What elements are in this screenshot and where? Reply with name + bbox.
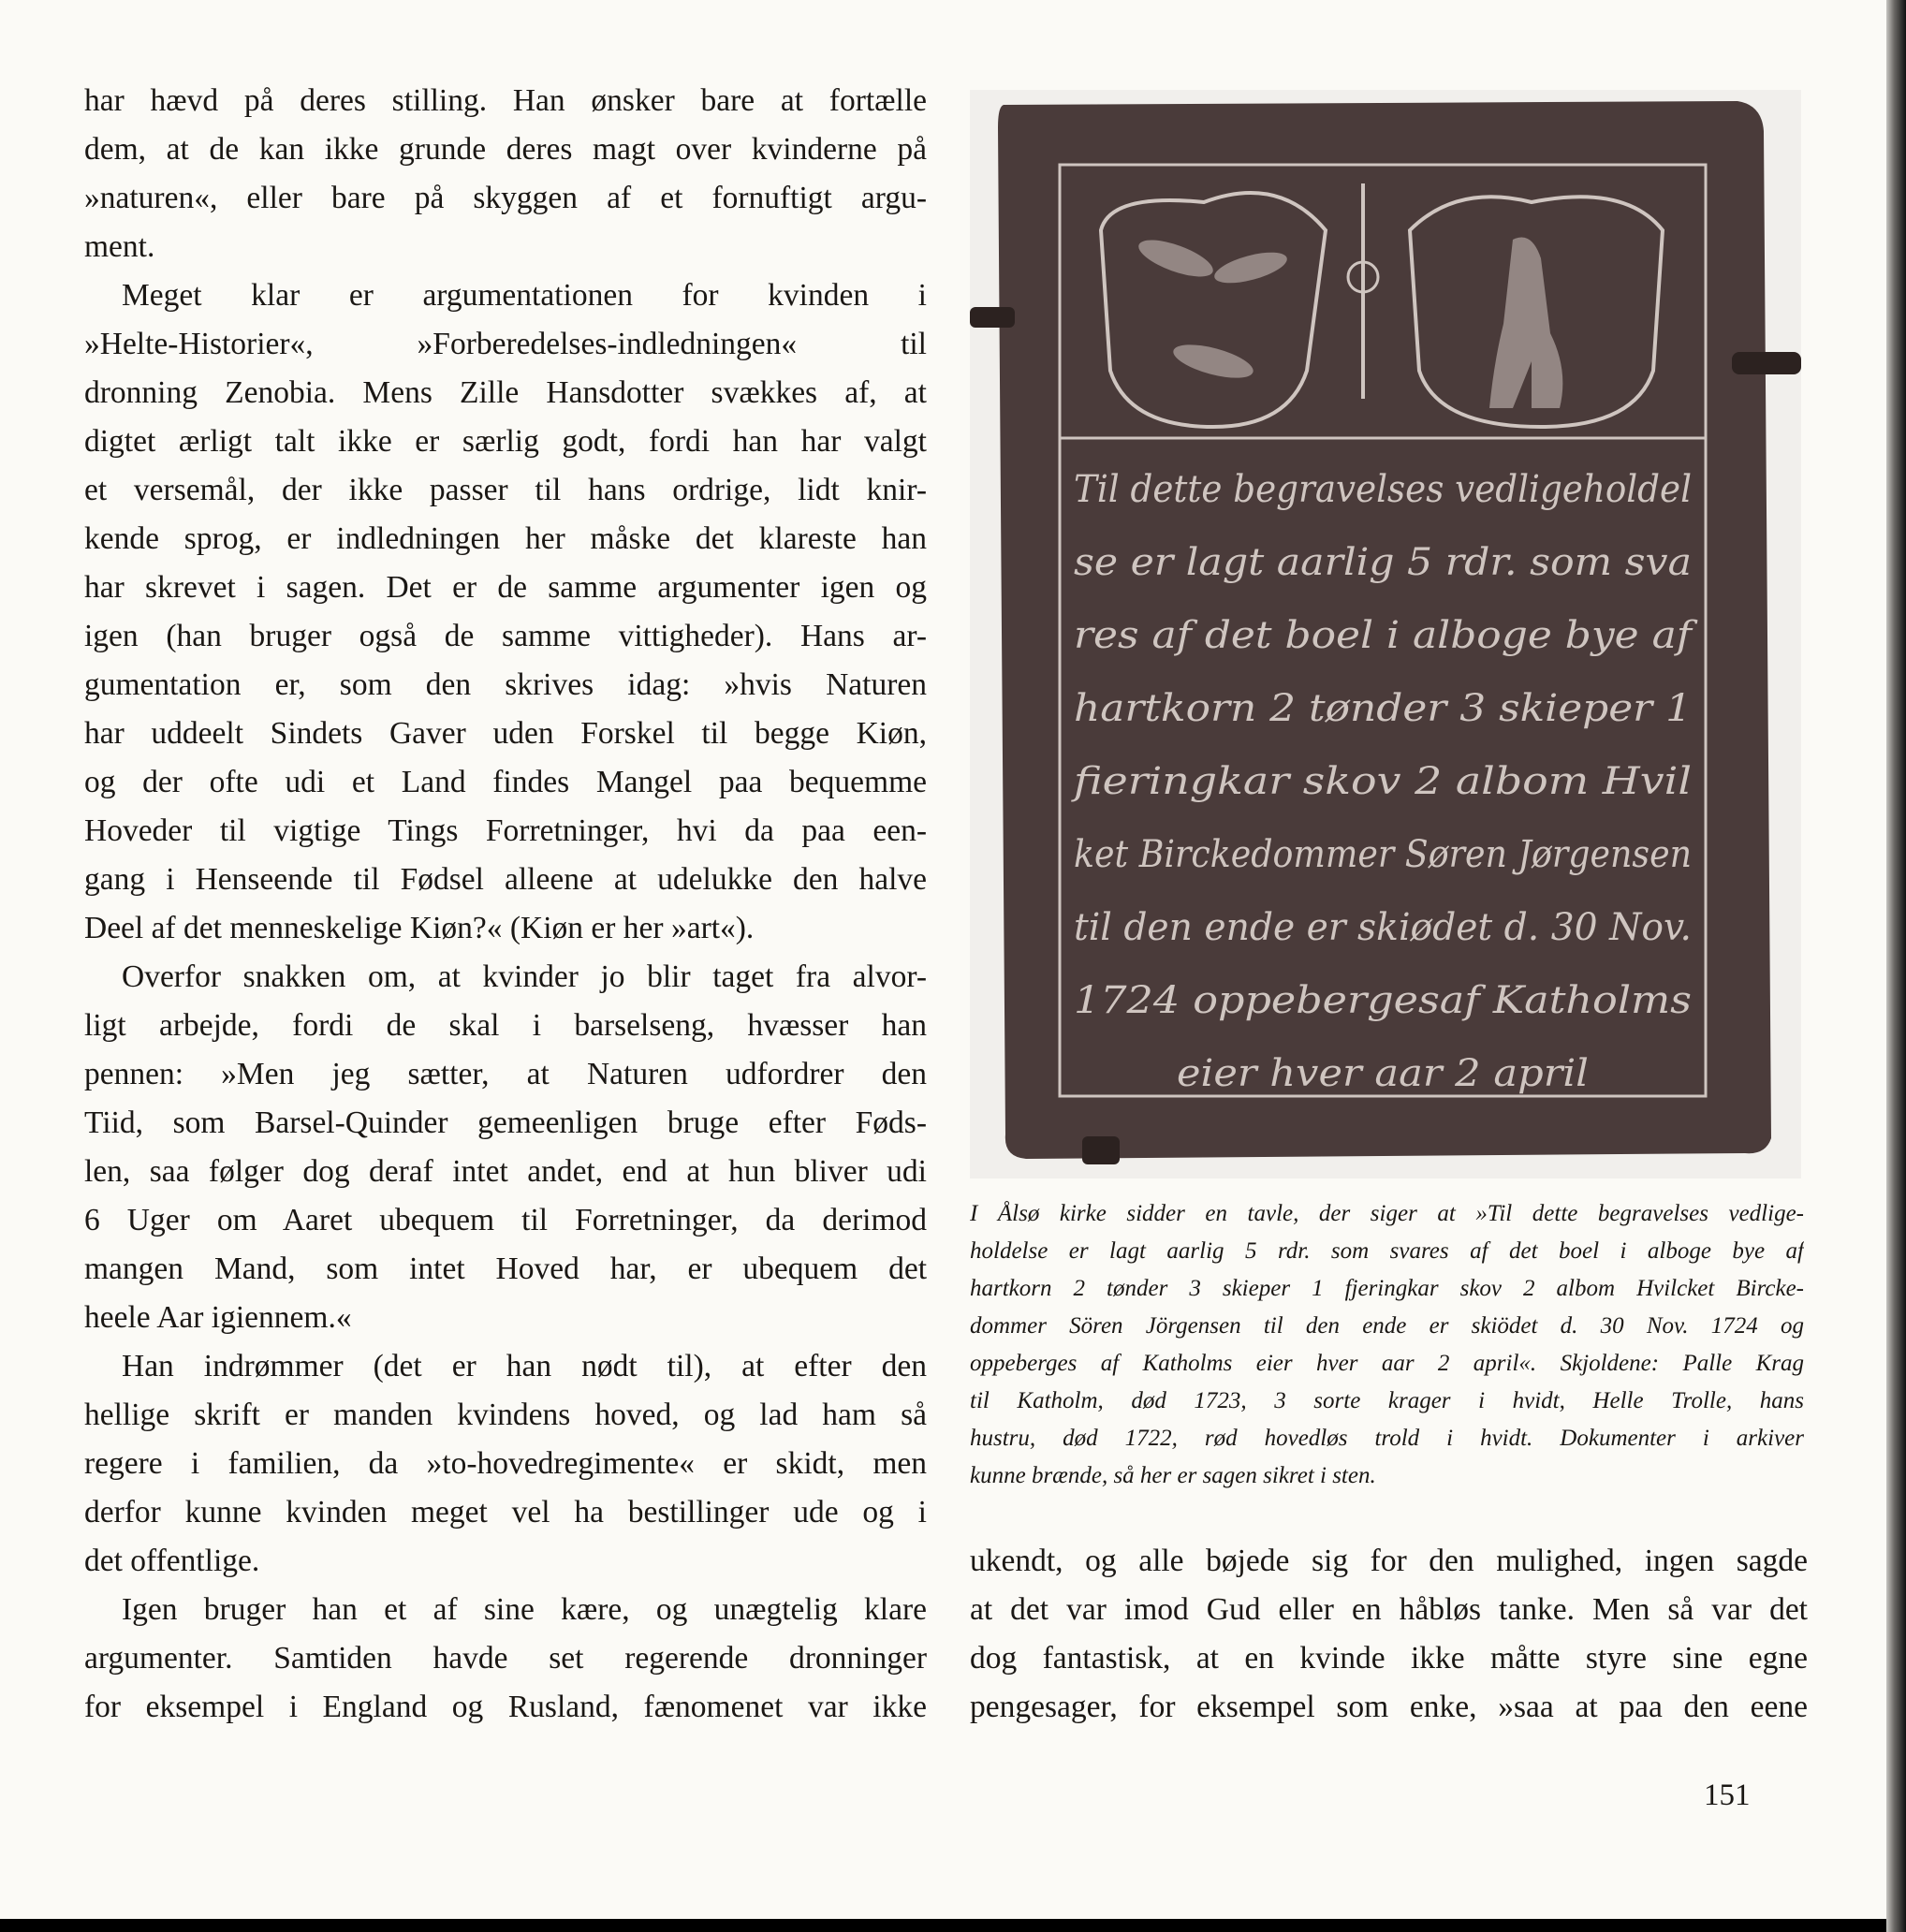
body-text-line: Deel af det menneskelige Kiøn?« (Kiøn er her »art«). — [84, 911, 755, 945]
inscription-line: Til dette begravelses vedligeholdel — [1074, 468, 1692, 511]
memorial-plaque-image — [970, 90, 1801, 1178]
bottom-iron-peg — [1082, 1136, 1120, 1164]
body-text-line: Tiid, som Barsel-Quinder gemeenligen bruge efter Føds- — [84, 1105, 927, 1140]
body-text-line: har hævd på deres stilling. Han ønsker bare at fortælle — [84, 83, 927, 118]
body-text-line: har skrevet i sagen. Det er de samme argumenter igen og — [84, 570, 927, 605]
caption-line: oppeberges af Katholms eier hver aar 2 april«. Skjoldene: Palle Krag — [970, 1351, 1804, 1376]
page-number: 151 — [1704, 1778, 1751, 1812]
body-text-line: ukendt, og alle bøjede sig for den mulighed, ingen sagde — [970, 1544, 1808, 1578]
body-text-line: len, saa følger dog deraf intet andet, end at hun bliver udi — [84, 1154, 927, 1189]
inscription-line: hartkorn 2 tønder 3 skieper 1 — [1074, 687, 1692, 730]
body-text-line: mangen Mand, som intet Hoved har, er ubequem det — [84, 1251, 927, 1286]
body-text-line: pengesager, for eksempel som enke, »saa at paa den eene — [970, 1690, 1808, 1724]
inscription-line: res af det boel i alboge bye af — [1074, 614, 1698, 657]
body-text-line: gang i Henseende til Fødsel alleene at udelukke den halve — [84, 862, 927, 897]
body-text-line: »naturen«, eller bare på skyggen af et fornuftigt argu- — [84, 181, 927, 215]
page-edge-shadow — [1886, 0, 1906, 1932]
inscription-line: fieringkar skov 2 albom Hvil — [1070, 760, 1692, 803]
caption-line: dommer Sören Jörgensen til den ende er skiödet d. 30 Nov. 1724 og — [970, 1313, 1804, 1339]
body-text-line: ment. — [84, 229, 155, 264]
body-text-line: at det var imod Gud eller en håbløs tanke. Men så var det — [970, 1592, 1808, 1627]
photo-caption — [970, 1195, 1804, 1495]
body-text-line: dog fantastisk, at en kvinde ikke måtte styre sine egne — [970, 1641, 1808, 1676]
body-text-line: Han indrømmer (det er han nødt til), at efter den — [122, 1349, 927, 1383]
caption-line: hartkorn 2 tønder 3 skieper 1 fjeringkar skov 2 albom Hvilcket Bircke- — [970, 1276, 1804, 1301]
caption-line: kunne brænde, så her er sagen sikret i sten. — [970, 1463, 1376, 1488]
body-text-line: Hoveder til vigtige Tings Forretninger, hvi da paa een- — [84, 813, 927, 848]
body-text-line: gumentation er, som den skrives idag: »hvis Naturen — [84, 667, 927, 702]
caption-line: holdelse er lagt aarlig 5 rdr. som svares af det boel i alboge bye af — [970, 1238, 1804, 1264]
body-text-line: argumenter. Samtiden havde set regerende dronninger — [84, 1641, 927, 1676]
body-text-line: dem, at de kan ikke grunde deres magt over kvinderne på — [84, 132, 927, 167]
body-text-line: det offentlige. — [84, 1544, 260, 1578]
body-text-line: 6 Uger om Aaret ubequem til Forretninger, da derimod — [84, 1203, 927, 1237]
body-text-line: regere i familien, da »to-hovedregimente« er skidt, men — [84, 1446, 927, 1481]
right-text-column — [970, 1537, 1808, 1732]
body-text-line: for eksempel i England og Rusland, fænomenet var ikke — [84, 1690, 927, 1724]
inscription-line: 1724 oppebergesaf Katholms — [1074, 979, 1692, 1022]
body-text-line: igen (han bruger også de samme vittigheder). Hans ar- — [84, 619, 927, 653]
body-text-line: et versemål, der ikke passer til hans ordrige, lidt knir- — [84, 473, 927, 507]
caption-line: I Ålsø kirke sidder en tavle, der siger at »Til dette begravelses vedlige- — [970, 1201, 1804, 1226]
body-text-line: pennen: »Men jeg sætter, at Naturen udfordrer den — [84, 1057, 927, 1091]
caption-line: hustru, død 1722, rød hovedløs trold i hvidt. Dokumenter i arkiver — [970, 1426, 1804, 1451]
body-text-line: derfor kunne kvinden meget vel ha bestillinger ude og i — [84, 1495, 927, 1530]
body-text-line: »Helte-Historier«, »Forberedelses-indledningen« til — [84, 327, 927, 361]
inscription-line: se er lagt aarlig 5 rdr. som sva — [1074, 541, 1692, 584]
inscription-line: eier hver aar 2 april — [1177, 1052, 1589, 1095]
body-text-line: ligt arbejde, fordi de skal i barselseng, hvæsser han — [84, 1008, 927, 1043]
body-text-line: hellige skrift er manden kvindens hoved, og lad ham så — [84, 1398, 927, 1432]
left-iron-peg — [970, 307, 1015, 328]
body-text-line: har uddeelt Sindets Gaver uden Forskel til begge Kiøn, — [84, 716, 927, 751]
caption-line: til Katholm, død 1723, 3 sorte krager i hvidt, Helle Trolle, hans — [970, 1388, 1804, 1413]
body-text-line: digtet ærligt talt ikke er særlig godt, fordi han har valgt — [84, 424, 927, 459]
inscription-line: ket Birckedommer Søren Jørgensen — [1074, 833, 1692, 876]
inscription-line: til den ende er skiødet d. 30 Nov. — [1074, 906, 1692, 949]
left-text-column — [84, 77, 927, 1732]
body-text-line: og der ofte udi et Land findes Mangel paa bequemme — [84, 765, 927, 799]
body-text-line: heele Aar igiennem.« — [84, 1300, 352, 1335]
body-text-line: dronning Zenobia. Mens Zille Hansdotter svækkes af, at — [84, 375, 927, 410]
body-text-line: Igen bruger han et af sine kære, og unægtelig klare — [122, 1592, 927, 1627]
body-text-line: kende sprog, er indledningen her måske det klareste han — [84, 521, 927, 556]
right-iron-peg — [1732, 352, 1801, 374]
memorial-plaque-photo — [970, 90, 1801, 1178]
body-text-line: Meget klar er argumentationen for kvinden i — [122, 278, 927, 313]
body-text-line: Overfor snakken om, at kvinder jo blir taget fra alvor- — [122, 959, 927, 994]
inscription-text — [1071, 468, 1698, 1095]
